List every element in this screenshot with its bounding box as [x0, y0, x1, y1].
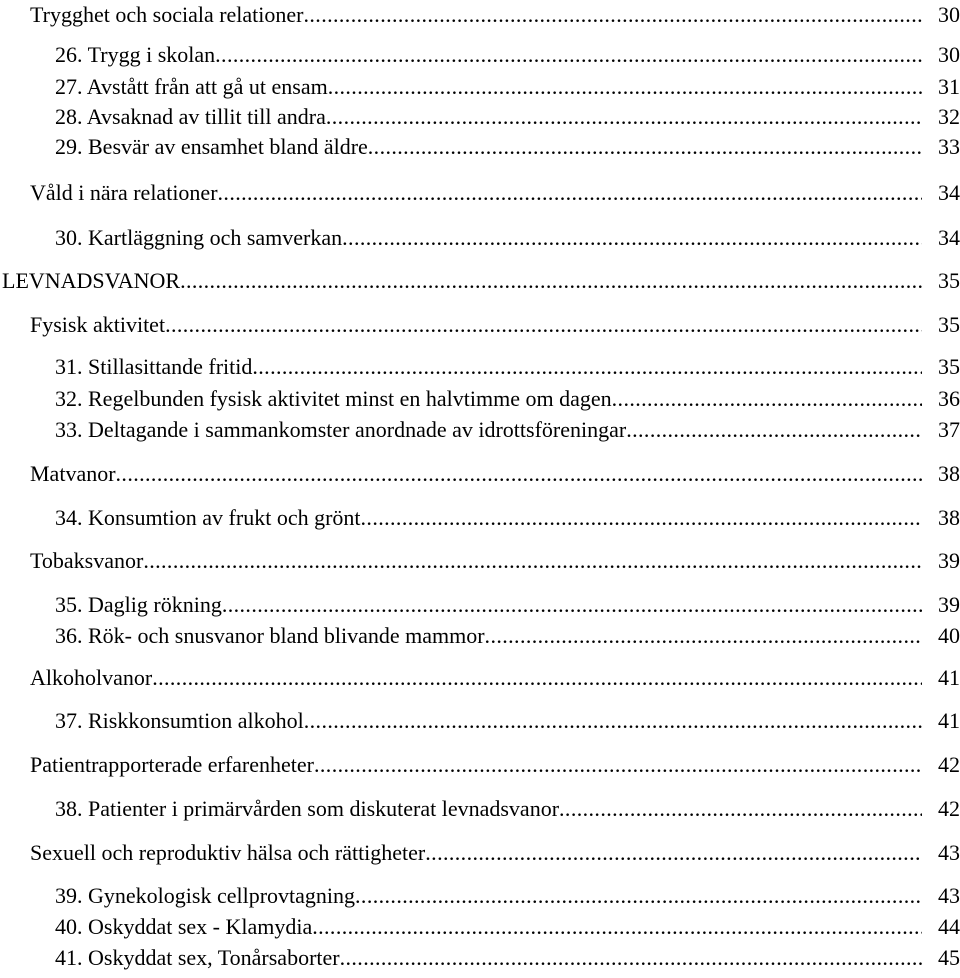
toc-entry-label: 39. Gynekologisk cellprovtagning: [55, 883, 356, 908]
toc-entry-label: Patientrapporterade erfarenheter: [30, 752, 314, 777]
dot-leader: [180, 266, 922, 296]
dot-leader: [218, 178, 922, 208]
toc-entry-alkoholvanor[interactable]: [30, 663, 960, 693]
toc-entry-label: 37. Riskkonsumtion alkohol: [55, 708, 304, 733]
dot-leader: [304, 0, 923, 30]
dot-leader: [612, 384, 922, 414]
toc-entry-label: 28. Avsaknad av tillit till andra: [55, 104, 326, 129]
toc-entry-40[interactable]: [55, 912, 960, 942]
toc-entry-page: 34: [938, 225, 960, 250]
dot-leader: [252, 352, 922, 382]
toc-entry-label: 30. Kartläggning och samverkan: [55, 225, 343, 250]
toc-entry-label: Matvanor: [30, 461, 116, 486]
toc-entry-label: 31. Stillasittande fritid: [55, 354, 253, 379]
toc-entry-label: Våld i nära relationer: [30, 180, 218, 205]
toc-entry-patientrapporterade[interactable]: [30, 750, 960, 780]
toc-entry-page: 38: [938, 505, 960, 530]
toc-entry-page: 44: [938, 914, 960, 939]
dot-leader: [165, 310, 922, 340]
toc-entry-label: 40. Oskyddat sex - Klamydia: [55, 914, 313, 939]
toc-entry-28[interactable]: [55, 102, 960, 132]
toc-entry-page: 30: [938, 2, 960, 27]
dot-leader: [314, 750, 922, 780]
toc-entry-37[interactable]: [55, 706, 960, 736]
toc-entry-fysisk-aktivitet[interactable]: [30, 310, 960, 340]
toc-entry-35[interactable]: [55, 590, 960, 620]
toc-entry-page: 35: [938, 268, 960, 293]
toc-entry-page: 42: [938, 796, 960, 821]
toc-entry-page: 42: [938, 752, 960, 777]
dot-leader: [342, 223, 922, 253]
toc-entry-27[interactable]: [55, 72, 960, 102]
toc-entry-label: 36. Rök- och snusvanor bland blivande mammor: [55, 623, 485, 648]
toc-entry-page: 35: [938, 354, 960, 379]
dot-leader: [368, 132, 922, 162]
dot-leader: [559, 794, 922, 824]
dot-leader: [626, 415, 922, 445]
dot-leader: [312, 912, 922, 942]
toc-entry-label: Alkoholvanor: [30, 665, 153, 690]
toc-entry-page: 45: [938, 945, 960, 970]
dot-leader: [143, 546, 922, 576]
toc-entry-label: 27. Avstått från att gå ut ensam: [55, 74, 328, 99]
toc-entry-34[interactable]: [55, 503, 960, 533]
toc-entry-label: 38. Patienter i primärvården som diskuterat levnadsvanor: [55, 796, 560, 821]
toc-entry-page: 30: [938, 42, 960, 67]
toc-entry-label: Tobaksvanor: [30, 548, 144, 573]
toc-entry-label: 35. Daglig rökning: [55, 592, 222, 617]
dot-leader: [215, 40, 922, 70]
toc-entry-page: 34: [938, 180, 960, 205]
toc-entry-matvanor[interactable]: [30, 459, 960, 489]
toc-entry-label: 32. Regelbunden fysisk aktivitet minst en halvtimme om dagen: [55, 386, 612, 411]
toc-entry-page: 43: [938, 883, 960, 908]
dot-leader: [361, 503, 922, 533]
dot-leader: [328, 72, 922, 102]
toc-entry-30[interactable]: [55, 223, 960, 253]
toc-entry-label: 34. Konsumtion av frukt och grönt: [55, 505, 361, 530]
dot-leader: [222, 590, 922, 620]
dot-leader: [326, 102, 922, 132]
toc-entry-31[interactable]: [55, 352, 960, 382]
toc-entry-page: 39: [938, 548, 960, 573]
toc-entry-26[interactable]: [55, 40, 960, 70]
toc-entry-levnadsvanor[interactable]: [2, 266, 960, 296]
dot-leader: [425, 838, 922, 868]
toc-entry-label: 33. Deltagande i sammankomster anordnade av idrottsföreningar: [55, 417, 627, 442]
toc-entry-label: LEVNADSVANOR: [2, 268, 181, 293]
toc-entry-page: 31: [938, 74, 960, 99]
dot-leader: [485, 621, 922, 651]
toc-entry-29[interactable]: [55, 132, 960, 162]
toc-entry-page: 38: [938, 461, 960, 486]
toc-entry-33[interactable]: [55, 415, 960, 445]
toc-entry-label: Fysisk aktivitet: [30, 312, 166, 337]
toc-entry-trygghet[interactable]: [30, 0, 960, 30]
toc-entry-page: 39: [938, 592, 960, 617]
dot-leader: [355, 881, 922, 911]
dot-leader: [304, 706, 922, 736]
dot-leader: [340, 943, 922, 973]
toc-entry-36[interactable]: [55, 621, 960, 651]
toc-entry-label: 41. Oskyddat sex, Tonårsaborter: [55, 945, 340, 970]
toc-entry-38[interactable]: [55, 794, 960, 824]
toc-entry-page: 37: [938, 417, 960, 442]
toc-entry-page: 36: [938, 386, 960, 411]
dot-leader: [152, 663, 922, 693]
toc-entry-32[interactable]: [55, 384, 960, 414]
toc-entry-label: 29. Besvär av ensamhet bland äldre: [55, 134, 368, 159]
toc-entry-label: Sexuell och reproduktiv hälsa och rättigheter: [30, 840, 426, 865]
toc-entry-page: 33: [938, 134, 960, 159]
toc-entry-page: 32: [938, 104, 960, 129]
toc-entry-page: 43: [938, 840, 960, 865]
toc-entry-page: 35: [938, 312, 960, 337]
toc-entry-39[interactable]: [55, 881, 960, 911]
toc-entry-vald[interactable]: [30, 178, 960, 208]
toc-entry-page: 40: [938, 623, 960, 648]
toc-entry-sexuell-halsa[interactable]: [30, 838, 960, 868]
toc-entry-label: 26. Trygg i skolan: [55, 42, 216, 67]
toc-entry-page: 41: [938, 665, 960, 690]
toc-entry-page: 41: [938, 708, 960, 733]
toc-entry-41[interactable]: [55, 943, 960, 973]
dot-leader: [116, 459, 922, 489]
toc-entry-label: Trygghet och sociala relationer: [30, 2, 304, 27]
toc-entry-tobaksvanor[interactable]: [30, 546, 960, 576]
